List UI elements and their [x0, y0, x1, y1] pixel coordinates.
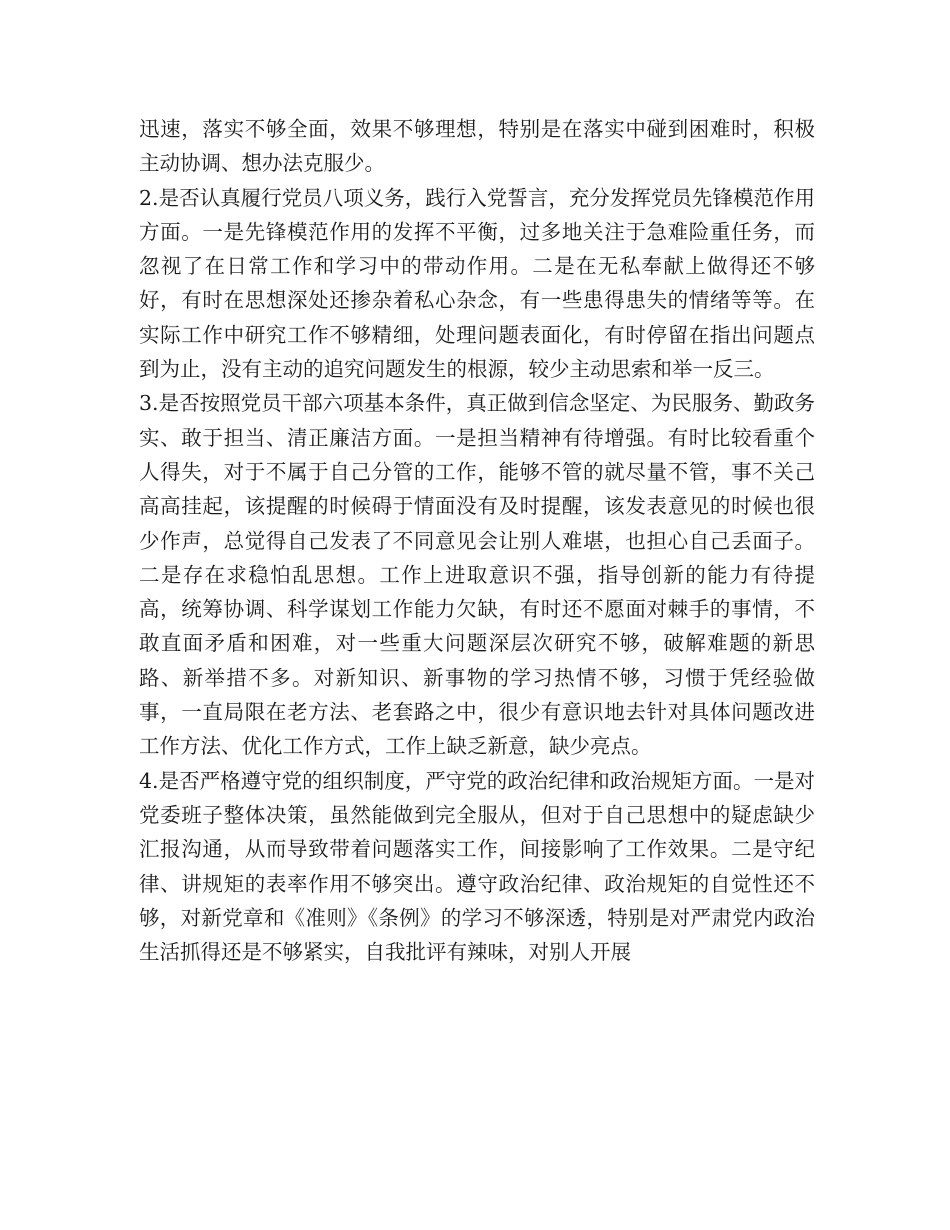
paragraph-item-4: 4.是否严格遵守党的组织制度，严守党的政治纪律和政治规矩方面。一是对党委班子整体决策，虽然能做到完全服从，但对于自己思想中的疑虑缺少汇报沟通，从而导致带着问题落实工作，间接影响了工作效果。二是守纪律、讲规矩的表率作用不够突出。遵守政治纪律、政治规矩的自觉性还不够，对新党章和《准则》《条例》的学习不够深透，特别是对严肃党内政治生活抓得还是不够紧实，自我批评有辣味，对别人开展 — [139, 768, 815, 965]
paragraph-continuation: 迅速，落实不够全面，效果不够理想，特别是在落实中碰到困难时，积极主动协调、想办法克服少。 — [139, 117, 815, 176]
paragraph-item-2: 2.是否认真履行党员八项义务，践行入党誓言，充分发挥党员先锋模范作用方面。一是先锋模范作用的发挥不平衡，过多地关注于急难险重任务，而忽视了在日常工作和学习中的带动作用。二是在无私奉献上做得还不够好，有时在思想深处还掺杂着私心杂念，有一些患得患失的情绪等等。在实际工作中研究工作不够精细，处理问题表面化，有时停留在指出问题点到为止，没有主动的追究问题发生的根源，较少主动思索和举一反三。 — [139, 185, 815, 382]
paragraph-item-3: 3.是否按照党员干部六项基本条件，真正做到信念坚定、为民服务、勤政务实、敢于担当、清正廉洁方面。一是担当精神有待增强。有时比较看重个人得失，对于不属于自己分管的工作，能够不管的就尽量不管，事不关己高高挂起，该提醒的时候碍于情面没有及时提醒，该发表意见的时候也很少作声，总觉得自己发表了不同意见会让别人难堪，也担心自己丢面子。二是存在求稳怕乱思想。工作上进取意识不强，指导创新的能力有待提高，统筹协调、科学谋划工作能力欠缺，有时还不愿面对棘手的事情，不敢直面矛盾和困难，对一些重大问题深层次研究不够，破解难题的新思路、新举措不多。对新知识、新事物的学习热情不够，习惯于凭经验做事，一直局限在老方法、老套路之中，很少有意识地去针对具体问题改进工作方法、优化工作方式，工作上缺乏新意，缺少亮点。 — [139, 391, 815, 759]
document-body — [139, 112, 815, 969]
